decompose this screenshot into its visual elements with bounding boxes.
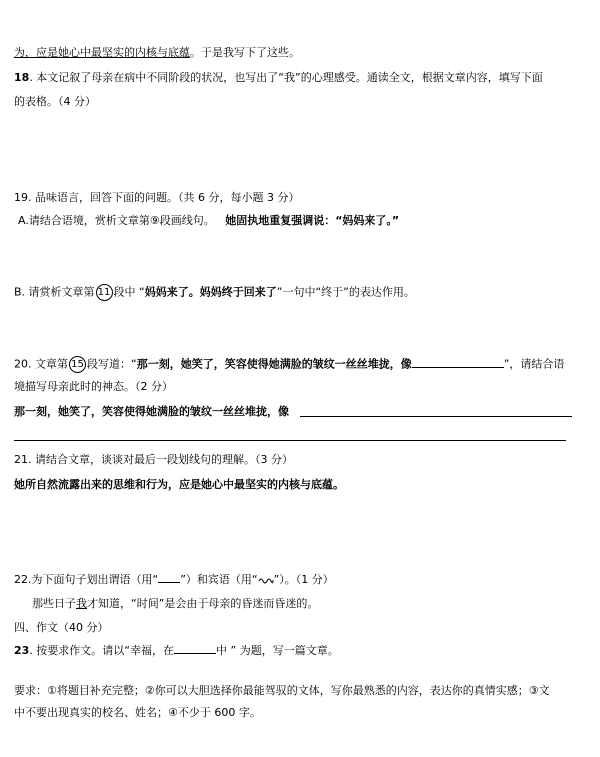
predicate-mark-sample [158, 572, 180, 583]
question-18: 18. 本文记叙了母亲在病中不同阶段的状况，也写出了“我”的心理感受。通读全文，根据文章内容，填写下面 [14, 71, 543, 84]
title-blank[interactable] [174, 643, 216, 654]
wavy-line-icon [258, 576, 274, 584]
question-23-requirements: 要求：①将题目补充完整；②你可以大胆选择你最能驾驭的文体，写你最熟悉的内容，表达你的真情实感；③文 [14, 684, 550, 697]
question-20-line2: 境描写母亲此时的神态。（2 分） [14, 380, 173, 393]
question-23-number: 23 [14, 644, 30, 657]
question-23: 23. 按要求作文。请以“幸福，在 中 ” 为题，写一篇文章。 [14, 644, 339, 657]
subject-word: 我 [76, 597, 87, 610]
question-19-a-quote: 她固执地重复强调说：“妈妈来了。” [225, 214, 400, 227]
question-22: 22.为下面句子划出谓语（用“ ”）和宾语（用“ ”）。（1 分） [14, 573, 334, 586]
question-18-line2: 的表格。（4 分） [14, 95, 96, 108]
question-18-number: 18 [14, 71, 30, 84]
question-20: 20. 文章第 15 段写道：“那一刻，她笑了，笑容使得她满脸的皱纹一丝丝堆拢，像 ”，请结合语 [14, 356, 564, 373]
circled-paragraph-number: 15 [69, 356, 86, 373]
question-19-a: A.请结合语境，赏析文章第⑨段画线句。 她固执地重复强调说：“妈妈来了。” [18, 214, 400, 227]
question-19-title: 19. 品味语言，回答下面的问题。（共 6 分，每小题 3 分） [14, 191, 300, 204]
question-22-sentence: 那些日子我才知道，“时间”是会由于母亲的昏迷而昏迷的。 [32, 597, 319, 610]
answer-line[interactable] [300, 416, 572, 417]
carryover-line: 为，应是她心中最坚实的内核与底蕴。于是我写下了这些。 [14, 46, 300, 59]
question-20-answer-prefix: 那一刻，她笑了，笑容使得她满脸的皱纹一丝丝堆拢，像 [14, 405, 289, 418]
underlined-sentence: 为，应是她心中最坚实的内核与底蕴 [14, 46, 190, 59]
answer-line[interactable] [14, 440, 566, 441]
question-23-requirements-line2: 中不要出现真实的校名、姓名；④不少于 600 字。 [14, 706, 261, 719]
question-21-sentence: 她所自然流露出来的思维和行为，应是她心中最坚实的内核与底蕴。 [14, 478, 344, 491]
question-19-b: B. 请赏析文章第 11 段中 “妈妈来了。妈妈终于回来了”一句中“终于”的表达作用。 [14, 284, 415, 301]
question-21-title: 21. 请结合文章，谈谈对最后一段划线句的理解。（3 分） [14, 453, 293, 466]
answer-blank[interactable] [412, 357, 504, 368]
section-4-title: 四、作文（40 分） [14, 621, 109, 634]
circled-paragraph-number: 11 [96, 284, 113, 301]
